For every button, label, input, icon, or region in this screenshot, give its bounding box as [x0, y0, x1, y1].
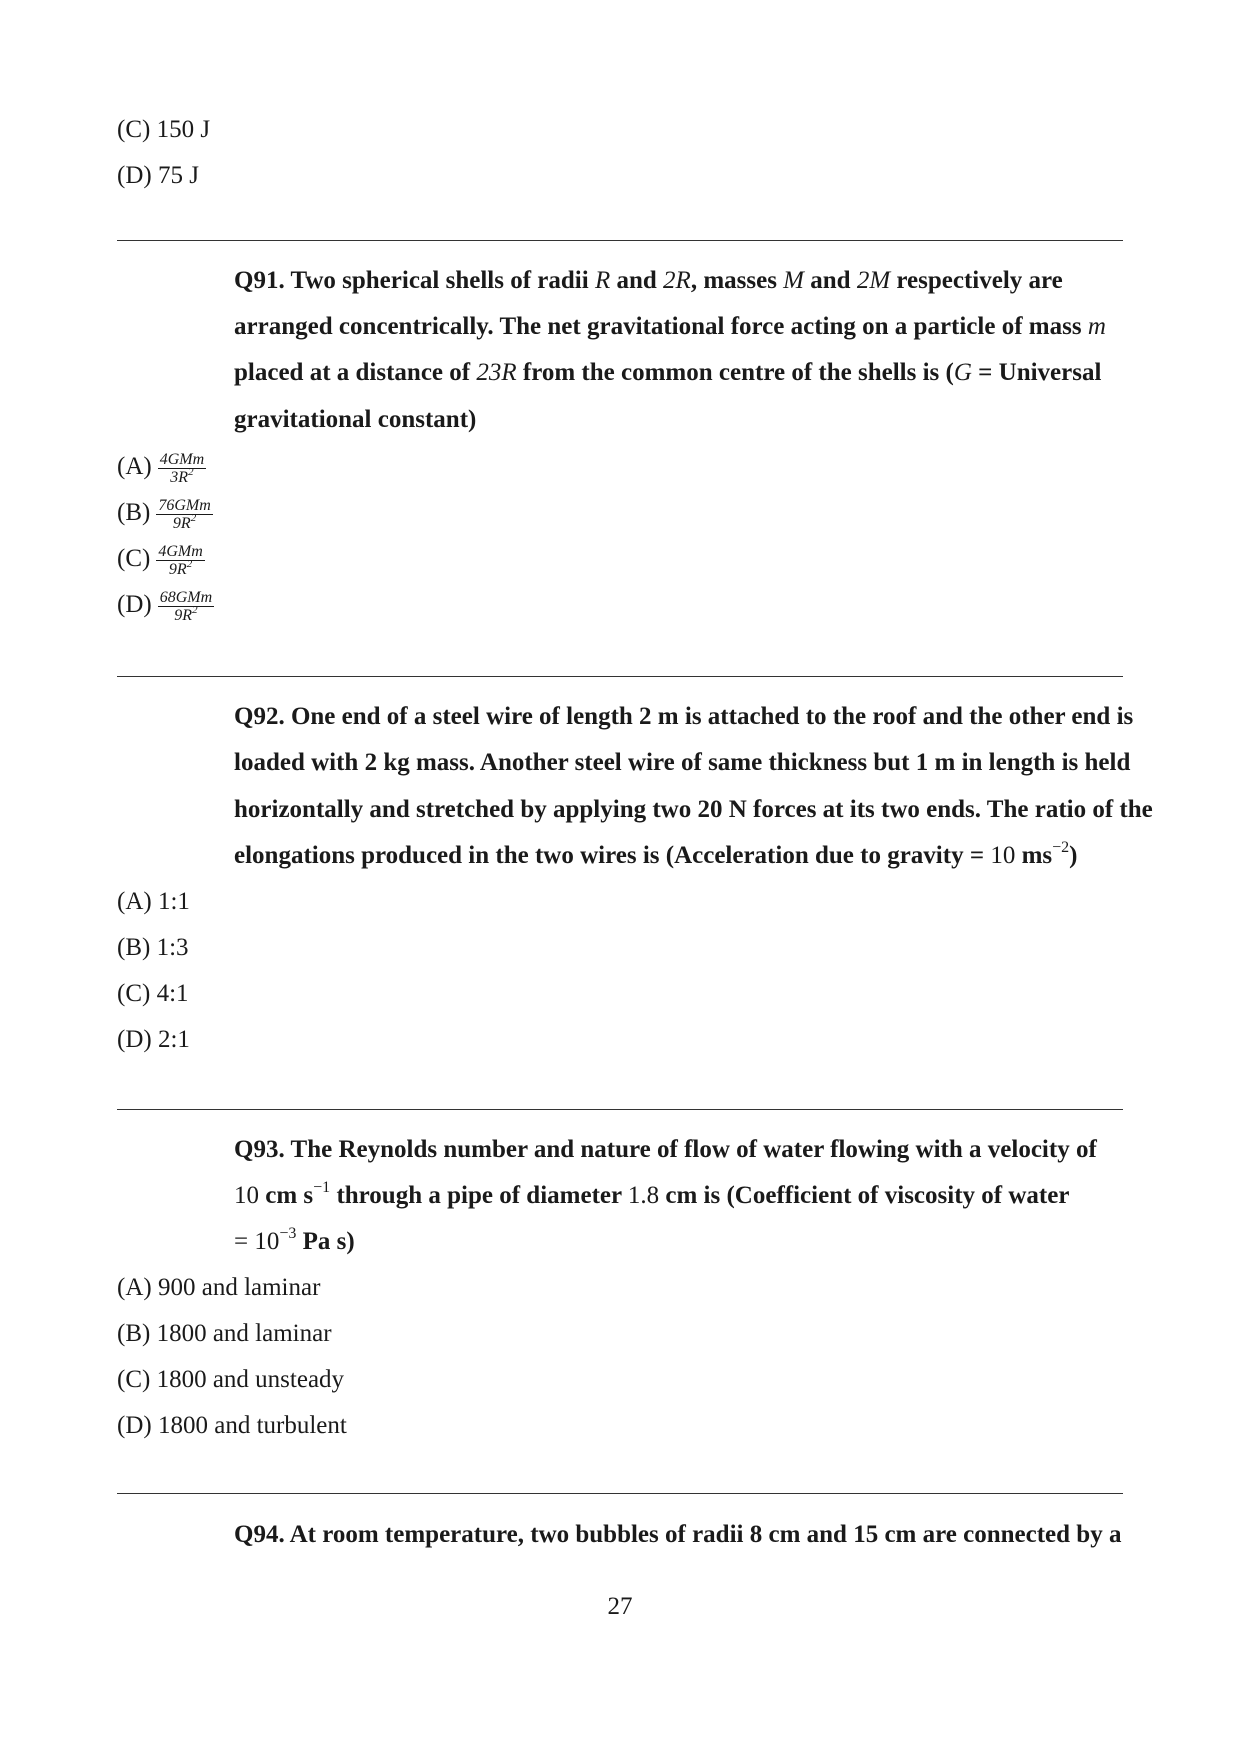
numerator: 4GMm: [159, 451, 205, 468]
text: from the common centre of the shells is (: [516, 359, 954, 386]
denominator: [158, 465, 206, 486]
math: R: [594, 267, 611, 294]
exponent: 2: [186, 557, 193, 570]
math: 23R: [476, 359, 517, 386]
denominator: [158, 603, 214, 624]
divider: [117, 1493, 1123, 1494]
option-label: (D): [117, 1412, 152, 1439]
question-line: [234, 1178, 1070, 1211]
option-c: [117, 543, 205, 578]
option-label: (D): [117, 591, 152, 619]
text: The Reynolds number and nature of flow of water flowing with a velocity of: [290, 1136, 1097, 1163]
option-text: 1:1: [157, 888, 190, 915]
question-line: [234, 795, 1153, 825]
option-label: (A): [117, 453, 152, 481]
option-label: (D): [117, 1026, 152, 1053]
exponent: 2: [188, 465, 194, 478]
divider: [117, 240, 1123, 241]
math: M: [783, 267, 804, 294]
denominator: [156, 557, 204, 578]
question-line: [234, 1224, 355, 1257]
denominator-base: 9R: [174, 607, 193, 624]
text: placed at a distance of: [234, 359, 477, 386]
text: elongations produced in the two wires is (Acceleration due to gravity =: [234, 842, 991, 869]
option-a: [117, 451, 206, 486]
exponent: −1: [313, 1178, 331, 1196]
option-text: 1800 and unsteady: [156, 1366, 345, 1393]
text: ): [1069, 842, 1078, 869]
option-label: (A): [117, 888, 152, 915]
text: At room temperature, two bubbles of radii 8 cm and 15 cm are connected by a: [289, 1521, 1122, 1548]
text: through a pipe of diameter: [330, 1182, 628, 1209]
option-b: [117, 933, 189, 963]
fraction: [158, 451, 206, 486]
option-label: (B): [117, 934, 151, 961]
option-a: [117, 1273, 320, 1303]
text: One end of a steel wire of length 2 m is attached to the roof and the other end is: [290, 703, 1134, 730]
denominator-base: 9R: [168, 561, 187, 578]
exponent: −2: [1052, 838, 1070, 856]
option-d: [117, 1025, 190, 1055]
option-b: [117, 497, 213, 532]
text: respectively are: [890, 267, 1063, 294]
math: G: [953, 359, 972, 386]
math: 10: [234, 1182, 259, 1209]
math: 1.8: [627, 1182, 660, 1209]
option-c: [117, 979, 189, 1009]
text: Two spherical shells of radii: [290, 267, 595, 294]
math: m: [1087, 313, 1106, 340]
option-label: (C): [117, 1366, 151, 1393]
text: cm is (Coefficient of viscosity of water: [659, 1182, 1070, 1209]
question-number: Q91.: [234, 267, 285, 294]
option-text: 75 J: [157, 162, 199, 189]
text: = Universal: [971, 359, 1102, 386]
question-number: Q92.: [234, 703, 285, 730]
math: 10: [990, 842, 1016, 869]
question-line: [234, 405, 476, 435]
option-text: 1800 and turbulent: [157, 1412, 347, 1439]
option-label: (D): [117, 162, 152, 189]
text: , masses: [690, 267, 784, 294]
option-label: (B): [117, 499, 151, 527]
option-text: 2:1: [157, 1026, 190, 1053]
numerator: 76GMm: [158, 497, 211, 514]
divider: [117, 1109, 1123, 1110]
option-c: [117, 115, 210, 145]
text: and: [804, 267, 857, 294]
option-label: (B): [117, 1320, 151, 1347]
denominator-base: 9R: [172, 515, 191, 532]
option-text: 1800 and laminar: [156, 1320, 332, 1347]
option-text: 1:3: [156, 934, 189, 961]
text: loaded with 2 kg mass. Another steel wire of same thickness but 1 m in length is held: [234, 749, 1131, 776]
numerator: 68GMm: [159, 589, 213, 606]
option-label: (C): [117, 545, 151, 573]
option-label: (C): [117, 116, 151, 143]
option-text: 900 and laminar: [157, 1274, 321, 1301]
question-line: [234, 358, 1101, 388]
option-label: (C): [117, 980, 151, 1007]
text: arranged concentrically. The net gravitational force acting on a particle of mass: [234, 313, 1088, 340]
text: Pa s): [296, 1228, 355, 1255]
question-number: Q93.: [234, 1136, 285, 1163]
question-line: [234, 266, 1063, 296]
numerator: 4GMm: [158, 543, 203, 560]
question-line: [234, 312, 1106, 342]
text: cm s: [259, 1182, 314, 1209]
fraction: [156, 497, 212, 532]
question-number: Q94.: [234, 1521, 285, 1548]
page-number: 27: [607, 1593, 633, 1620]
option-a: [117, 887, 190, 917]
denominator: [156, 511, 212, 532]
fraction: [156, 543, 204, 578]
exponent: −3: [279, 1224, 297, 1242]
text: and: [610, 267, 664, 294]
option-d: [117, 161, 199, 191]
math: 2M: [856, 267, 891, 294]
exponent: 2: [190, 511, 197, 524]
option-c: [117, 1365, 344, 1395]
fraction: [158, 589, 214, 624]
option-text: 150 J: [156, 116, 211, 143]
option-label: (A): [117, 1274, 152, 1301]
question-line: [234, 702, 1133, 732]
question-line: [234, 748, 1130, 778]
option-text: 4:1: [156, 980, 189, 1007]
option-d: [117, 589, 214, 624]
denominator-base: 3R: [170, 469, 189, 486]
question-line: [234, 1135, 1097, 1165]
text: horizontally and stretched by applying two 20 N forces at its two ends. The ratio of the: [234, 796, 1153, 823]
math: 2R: [663, 267, 691, 294]
math: = 10: [234, 1228, 280, 1255]
option-d: [117, 1411, 347, 1441]
text: gravitational constant): [234, 406, 477, 433]
question-line: [234, 1520, 1121, 1550]
exponent: 2: [192, 603, 198, 616]
divider: [117, 676, 1123, 677]
question-line: [234, 838, 1078, 871]
option-b: [117, 1319, 332, 1349]
text: ms: [1015, 842, 1053, 869]
